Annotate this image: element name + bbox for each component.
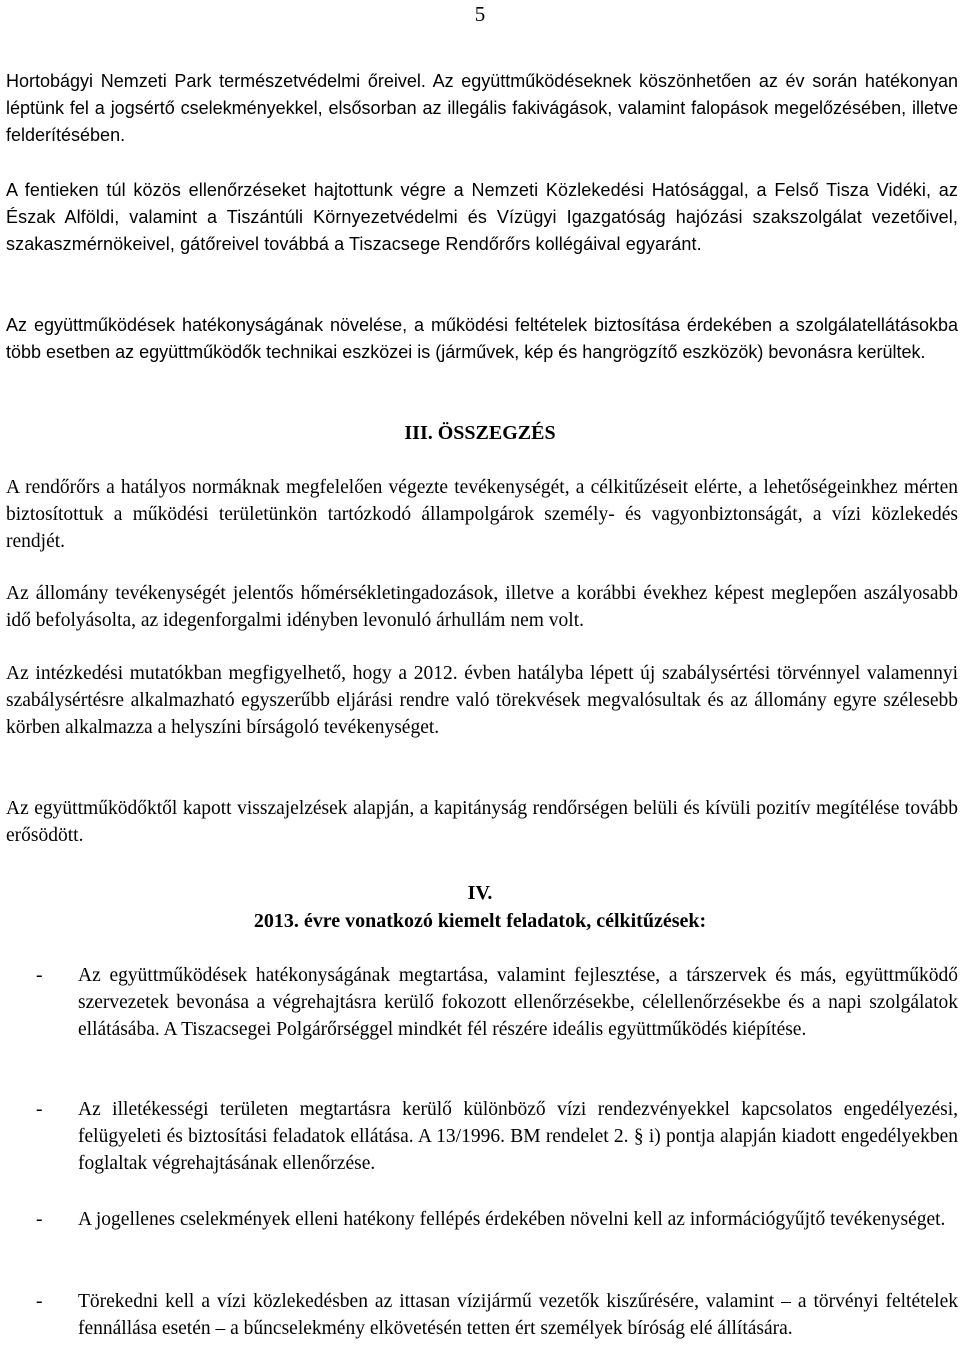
paragraph-summary-2: Az állomány tevékenységét jelentős hőmérsékletingadozások, illetve a korábbi évekhez képest meglepően aszályosabb idő befolyásolta, az idegenforgalmi idényben levonuló árhullám nem volt. bbox=[6, 583, 958, 631]
list-dash: - bbox=[36, 965, 43, 986]
list-item-text: Törekedni kell a vízi közlekedésben az ittasan vízijármű vezetők kiszűrésére, valamint – a törvényi feltételek fennállása esetén – a bűncselekmény elkövetésén tetten ért személyek bíróság elé állítására. bbox=[78, 1291, 958, 1339]
paragraph-cooperation-efficiency: Az együttműködések hatékonyságának növelése, a működési feltételek biztosítása érdekében a szolgálatellátásokba több esetben az együttműködők technikai eszközei is (járművek, kép és hangrögzítő eszközök) bevonásra kerültek. bbox=[6, 315, 958, 362]
list-item-text: Az illetékességi területen megtartásra kerülő különböző vízi rendezvényekkel kapcsolatos engedélyezési, felügyeleti és biztosítási feladatok ellátása. A 13/1996. BM rendelet 2. § i) pontja alapján kiadott engedélyekben foglaltak végrehajtásának ellenőrzése. bbox=[78, 1099, 958, 1174]
list-dash: - bbox=[36, 1209, 43, 1230]
paragraph-summary-4: Az együttműködőktől kapott visszajelzések alapján, a kapitányság rendőrségen belüli és kívüli pozitív megítélése tovább erősödött. bbox=[6, 798, 958, 846]
list-item-text: Az együttműködések hatékonyságának megtartása, valamint fejlesztése, a társzervek és más, együttműködő szervezetek bevonása a végrehajtásra kerülő fokozott ellenőrzésekbe, célellenőrzésekbe és a napi szolgálatok ellátásába. A Tiszacsegei Polgárőrséggel mindkét fél részére ideális együttműködés kiépítése. bbox=[78, 965, 958, 1040]
list-item-text: A jogellenes cselekmények elleni hatékony fellépés érdekében növelni kell az információgyűjtő tevékenységet. bbox=[78, 1209, 946, 1230]
paragraph-joint-checks: A fentieken túl közös ellenőrzéseket hajtottunk végre a Nemzeti Közlekedési Hatósággal, a Felső Tisza Vidéki, az Észak Alföldi, valamint a Tiszántúli Környezetvédelmi és Vízügyi Igazgatóság hajózási szakszolgálat vezetőivel, szakaszmérnökeivel, gátőreivel továbbá a Tiszacsege Rendőrőrs kollégáival egyaránt. bbox=[6, 180, 958, 254]
section-heading-summary: III. ÖSSZEGZÉS bbox=[404, 422, 556, 444]
list-dash: - bbox=[36, 1099, 43, 1120]
paragraph-intro: Hortobágyi Nemzeti Park természetvédelmi őreivel. Az együttműködéseknek köszönhetően az év során hatékonyan léptünk fel a jogsértő cselekményekkel, elsősorban az illegális fakivágások, valamint falopások megelőzésében, illetve felderítésében. bbox=[6, 71, 958, 145]
section-heading-goals: 2013. évre vonatkozó kiemelt feladatok, célkitűzések: bbox=[253, 910, 707, 932]
list-dash: - bbox=[36, 1291, 43, 1312]
page-number: 5 bbox=[474, 2, 486, 26]
paragraph-summary-3: Az intézkedési mutatókban megfigyelhető, hogy a 2012. évben hatályba lépett új szabálysértési törvénnyel valamennyi szabálysértésre alkalmazható egyszerűbb eljárási rendre való törekvések megvalósultak és az állomány egyre szélesebb körben alkalmazza a helyszíni bírságoló tevékenységet. bbox=[6, 663, 958, 738]
section-heading-number: IV. bbox=[467, 882, 493, 904]
paragraph-summary-1: A rendőrőrs a hatályos normáknak megfelelően végezte tevékenységét, a célkitűzéseit elérte, a lehetőségeinkhez mérten biztosítottuk a működési területünkön tartózkodó állampolgárok személy- és vagyonbiztonságát, a vízi közlekedés rendjét. bbox=[6, 477, 958, 552]
